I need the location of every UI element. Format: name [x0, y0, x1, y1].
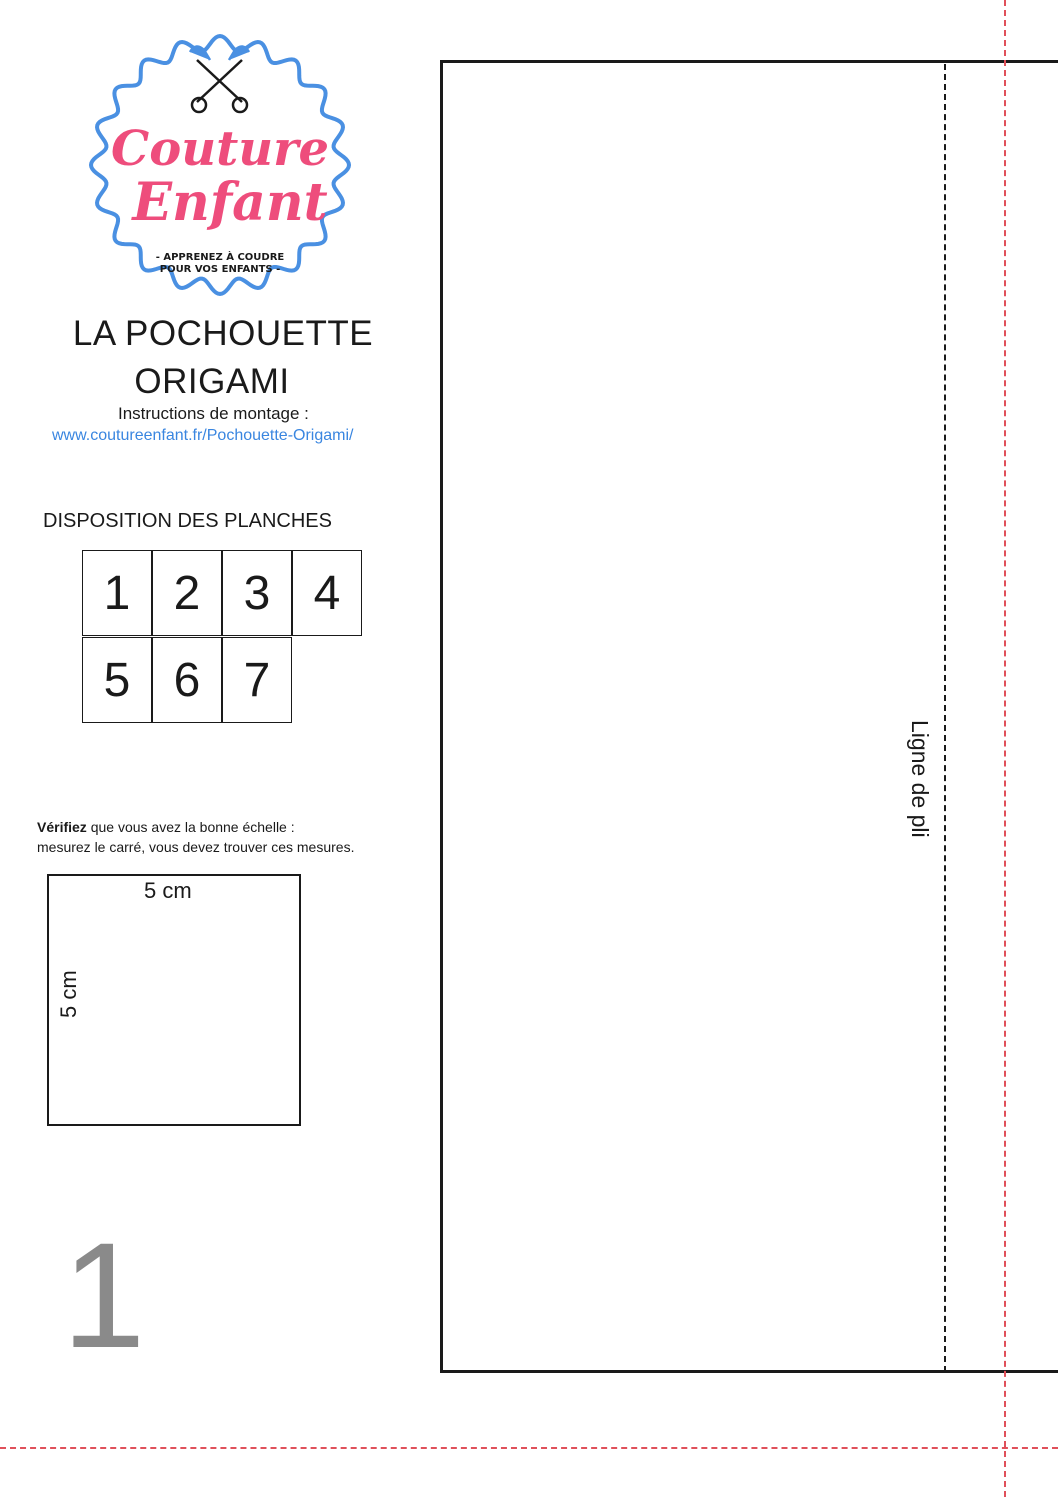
- logo-tagline-2: POUR VOS ENFANTS -: [159, 264, 281, 275]
- pattern-piece: [440, 60, 1058, 1373]
- sheet-cell-6: 6: [152, 637, 222, 723]
- sheet-cell-4: 4: [292, 550, 362, 636]
- logo-word-enfant: Enfant: [132, 172, 328, 233]
- sheet-cell-2: 2: [152, 550, 222, 636]
- page-number: 1: [62, 1211, 146, 1379]
- sheet-cell-5: 5: [82, 637, 152, 723]
- logo-badge: [82, 30, 358, 300]
- logo-tagline-1: - APPRENEZ À COUDRE: [155, 252, 285, 263]
- scale-instructions: [37, 817, 354, 857]
- logo-word-couture: Couture: [110, 121, 330, 177]
- instructions-link[interactable]: www.coutureenfant.fr/Pochouette-Origami/: [52, 427, 354, 444]
- scale-verify-rest: que vous avez la bonne échelle :: [86, 819, 295, 835]
- sheet-cell-7: 7: [222, 637, 292, 723]
- scale-width-label: 5 cm: [144, 878, 192, 903]
- safety-pins-icon: [190, 46, 249, 112]
- sheet-cell-1: 1: [82, 550, 152, 636]
- page-title-line-2: ORIGAMI: [134, 362, 290, 401]
- layout-heading: DISPOSITION DES PLANCHES: [43, 510, 332, 532]
- instructions-label: Instructions de montage :: [118, 404, 309, 423]
- scale-verify-bold: Vérifiez: [37, 819, 87, 835]
- scale-verify-line-2: mesurez le carré, vous devez trouver ces mesures.: [37, 839, 355, 855]
- page-title-line-1: LA POCHOUETTE: [72, 314, 374, 353]
- cut-guide-vertical: [1004, 0, 1006, 1497]
- fold-line-label: Ligne de pli: [907, 720, 933, 838]
- cut-guide-horizontal: [0, 1447, 1058, 1449]
- sheet-cell-3: 3: [222, 550, 292, 636]
- scale-square: [47, 874, 301, 1126]
- fold-line: [944, 64, 946, 1372]
- brand-logo: [82, 30, 358, 300]
- scale-height-label: 5 cm: [56, 970, 81, 1018]
